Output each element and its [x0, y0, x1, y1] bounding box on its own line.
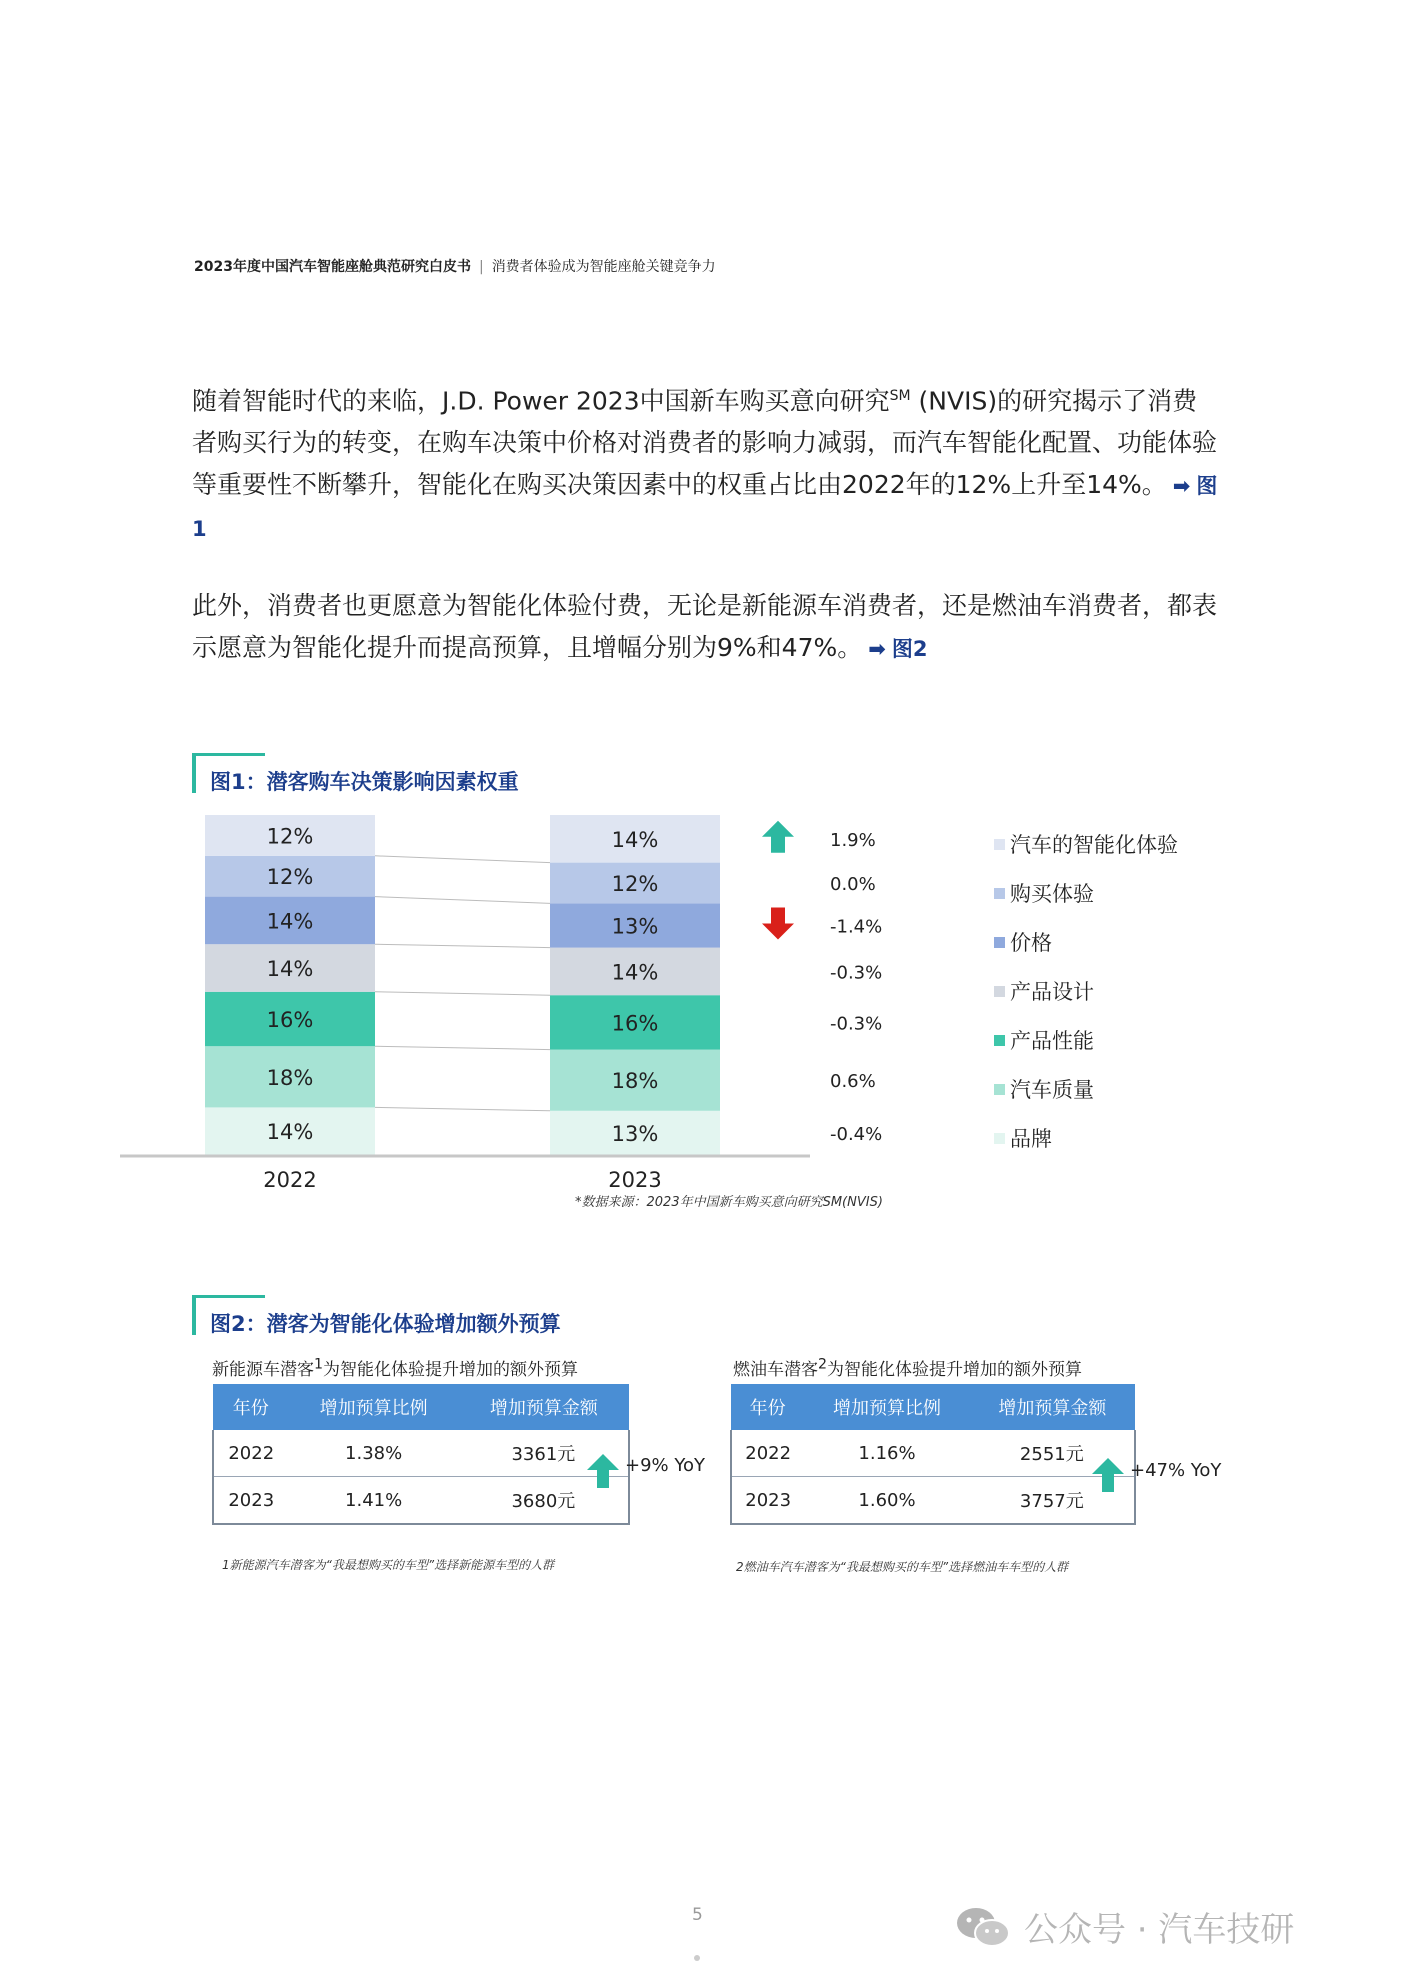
para1-text-b: (NVIS)的研究揭示了消费者购买行为的转变，在购车决策中价格对消费者的影响力减弱，而汽车智能化配置、功能体验等重要性不断攀升，智能化在购买决策因素中的权重占比由2022年的12%上升至14%。	[192, 386, 1218, 500]
table-cell: 1.16%	[804, 1430, 969, 1477]
table-cell: 3757元	[970, 1477, 1135, 1525]
chart-source-note: *数据来源：2023年中国新车购买意向研究SM(NVIS)	[575, 1195, 883, 1210]
legend-swatch	[994, 937, 1005, 948]
table-cell: 1.60%	[804, 1477, 969, 1525]
weight-chart	[110, 815, 1250, 1215]
table-cell: 2022	[213, 1430, 289, 1477]
x-tick-label: 2023	[608, 1168, 662, 1192]
header-separator: |	[478, 259, 484, 275]
data-label: 16%	[266, 1008, 314, 1032]
data-label: 14%	[266, 1120, 314, 1145]
ice-footnote: 2燃油车汽车潜客为“我最想购买的车型”选择燃油车车型的人群	[736, 1560, 1069, 1574]
arrow-up-icon	[762, 821, 794, 853]
change-label: 0.0%	[830, 874, 876, 895]
connector-line	[375, 1046, 550, 1049]
table-row	[213, 1430, 629, 1477]
nev-budget-table	[212, 1384, 630, 1525]
data-label: 14%	[266, 909, 314, 934]
column-header: 增加预算金额	[459, 1384, 629, 1430]
data-label: 16%	[611, 1011, 659, 1036]
page-number: 5	[692, 1905, 703, 1925]
table-row	[213, 1477, 629, 1525]
table-row	[731, 1430, 1135, 1477]
column-header: 增加预算金额	[970, 1384, 1135, 1430]
table-row	[731, 1477, 1135, 1525]
legend-swatch	[994, 1084, 1005, 1095]
data-label: 12%	[611, 872, 659, 896]
section-title: 消费者体验成为智能座舱关键竞争力	[491, 259, 716, 275]
figure2-link-label: 图2	[891, 637, 928, 661]
change-label: 1.9%	[830, 829, 876, 851]
data-label: 14%	[266, 957, 314, 981]
ice-table-title-sup: 2	[818, 1356, 828, 1373]
x-tick-label: 2022	[263, 1168, 317, 1192]
legend-label: 购买体验	[1010, 882, 1094, 906]
nev-table-title-rest: 为智能化体验提升增加的额外预算	[323, 1360, 579, 1380]
column-header: 增加预算比例	[804, 1384, 969, 1430]
connector-line	[375, 944, 550, 947]
nev-table-title-sup: 1	[314, 1356, 324, 1373]
data-label: 14%	[611, 827, 659, 852]
connector-line	[375, 897, 550, 904]
legend-swatch	[994, 986, 1005, 997]
connector-line	[375, 992, 550, 995]
arrow-up-icon	[1092, 1458, 1124, 1492]
watermark	[956, 1902, 1294, 1951]
weight-chart-svg	[110, 815, 1250, 1215]
table-header-row	[213, 1384, 629, 1430]
table-cell: 3361元	[459, 1430, 629, 1477]
table-cell: 3680元	[459, 1477, 629, 1525]
para1-superscript: SM	[889, 388, 911, 404]
legend-swatch	[994, 888, 1005, 899]
legend-label: 汽车质量	[1010, 1078, 1094, 1102]
wechat-icon	[956, 1907, 1010, 1947]
report-header	[194, 256, 716, 276]
ice-table-title-rest: 为智能化体验提升增加的额外预算	[827, 1360, 1083, 1380]
figure1-link-label: 图1	[192, 474, 1218, 542]
legend-swatch	[994, 1133, 1005, 1144]
connector-line	[375, 1107, 550, 1110]
data-label: 12%	[266, 865, 314, 890]
legend-swatch	[994, 839, 1005, 850]
table-cell: 1.38%	[289, 1430, 459, 1477]
legend-label: 品牌	[1010, 1127, 1052, 1151]
intro-paragraph	[192, 375, 1222, 550]
connector-line	[375, 856, 550, 863]
watermark-text: 公众号 · 汽车技研	[1024, 1910, 1295, 1950]
nev-footnote: 1新能源汽车潜客为“我最想购买的车型”选择新能源车型的人群	[222, 1558, 555, 1572]
legend-label: 产品性能	[1010, 1029, 1094, 1053]
para1-text-a: 随着智能时代的来临，J.D. Power 2023中国新车购买意向研究	[192, 386, 890, 416]
legend-label: 汽车的智能化体验	[1010, 833, 1178, 857]
legend-swatch	[994, 1035, 1005, 1046]
arrow-right-icon: ➡	[868, 637, 886, 661]
data-label: 18%	[266, 1065, 314, 1090]
data-label: 13%	[611, 1121, 659, 1146]
ice-budget-table	[730, 1384, 1136, 1525]
change-label: -0.4%	[830, 1123, 883, 1145]
data-label: 18%	[611, 1069, 659, 1094]
nev-yoy-label: +9% YoY	[625, 1455, 705, 1476]
table-cell: 2551元	[970, 1430, 1135, 1477]
ice-table-title	[733, 1355, 1082, 1380]
budget-paragraph	[192, 585, 1222, 670]
change-label: -0.3%	[830, 962, 883, 984]
column-header: 增加预算比例	[289, 1384, 459, 1430]
data-label: 12%	[266, 824, 314, 849]
page-dot	[694, 1955, 700, 1961]
report-title: 2023年度中国汽车智能座舱典范研究白皮书	[194, 259, 471, 275]
ice-table-title-main: 燃油车潜客	[733, 1360, 818, 1380]
data-label: 14%	[611, 960, 659, 985]
legend-label: 价格	[1010, 931, 1052, 955]
figure2-link[interactable]	[868, 637, 927, 661]
data-label: 13%	[611, 914, 659, 939]
table-header-row	[731, 1384, 1135, 1430]
nev-table-title-main: 新能源车潜客	[212, 1360, 314, 1380]
change-label: 0.6%	[830, 1071, 876, 1093]
table-cell: 2023	[731, 1477, 804, 1525]
arrow-right-icon: ➡	[1172, 474, 1191, 499]
figure1-title: 图1：潜客购车决策影响因素权重	[192, 753, 752, 793]
para2-text: 此外，消费者也更愿意为智能化体验付费，无论是新能源车消费者，还是燃油车消费者，都表示愿意为智能化提升而提高预算，且增幅分别为9%和47%。	[192, 591, 1218, 662]
column-header: 年份	[213, 1384, 289, 1430]
legend-label: 产品设计	[1010, 980, 1094, 1004]
table-cell: 2023	[213, 1477, 289, 1525]
arrow-down-icon	[762, 908, 794, 940]
table-cell: 1.41%	[289, 1477, 459, 1525]
ice-yoy-label: +47% YoY	[1130, 1460, 1222, 1481]
arrow-up-icon	[587, 1454, 619, 1488]
nev-table-title	[212, 1355, 578, 1380]
change-label: -0.3%	[830, 1013, 883, 1035]
table-cell: 2022	[731, 1430, 804, 1477]
change-label: -1.4%	[830, 916, 883, 938]
figure2-title: 图2：潜客为智能化体验增加额外预算	[192, 1295, 752, 1335]
column-header: 年份	[731, 1384, 804, 1430]
